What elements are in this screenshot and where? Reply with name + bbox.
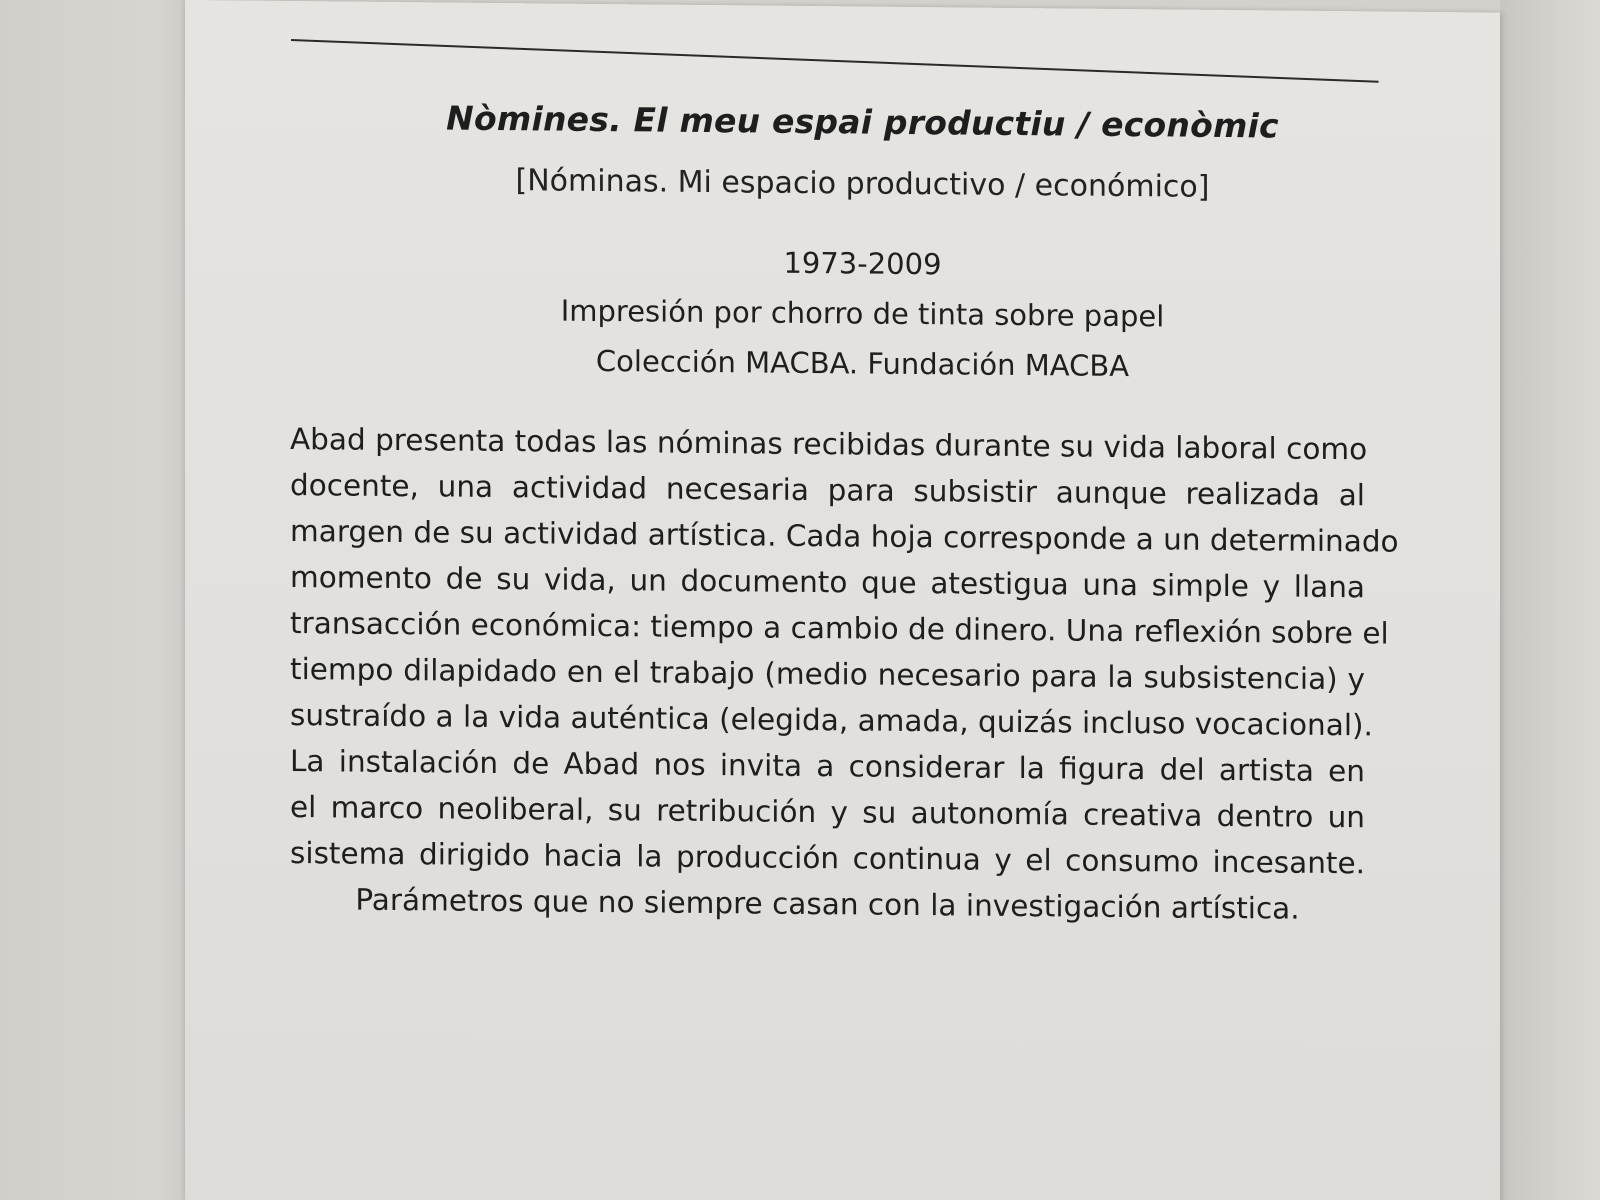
description-line: sustraído a la vida auténtica (elegida, amada, quizás incluso vocacional). xyxy=(290,698,1373,743)
description-line: transacción económica: tiempo a cambio de dinero. Una reflexión sobre el xyxy=(290,606,1389,651)
artwork-title: Nòmines. El meu espai productiu / econòmic xyxy=(446,98,1279,146)
description-line: docente, una actividad necesaria para subsistir aunque realizada al xyxy=(290,468,1365,513)
description-line: margen de su actividad artística. Cada hoja corresponde a un determinado xyxy=(290,514,1399,559)
artwork-description xyxy=(290,416,1399,932)
description-line: Abad presenta todas las nóminas recibidas durante su vida laboral como xyxy=(290,422,1368,467)
description-line: momento de su vida, un documento que atestigua una simple y llana xyxy=(290,560,1365,605)
description-line: sistema dirigido hacia la producción continua y el consumo incesante. xyxy=(290,836,1365,881)
description-line: Parámetros que no siempre casan con la investigación artística. xyxy=(355,882,1300,926)
top-rule-divider xyxy=(291,39,1379,83)
artwork-year: 1973-2009 xyxy=(783,245,942,282)
wall-label-panel xyxy=(185,0,1500,1200)
artwork-medium: Impresión por chorro de tinta sobre papel xyxy=(560,293,1165,334)
description-line: el marco neoliberal, su retribución y su autonomía creativa dentro un xyxy=(290,790,1365,835)
artwork-title-translation: [Nóminas. Mi espacio productivo / económico] xyxy=(515,163,1210,205)
description-line: La instalación de Abad nos invita a considerar la figura del artista en xyxy=(290,744,1365,789)
artwork-collection: Colección MACBA. Fundación MACBA xyxy=(595,343,1130,384)
wall-left xyxy=(0,0,185,1200)
description-line: tiempo dilapidado en el trabajo (medio necesario para la subsistencia) y xyxy=(290,652,1365,697)
